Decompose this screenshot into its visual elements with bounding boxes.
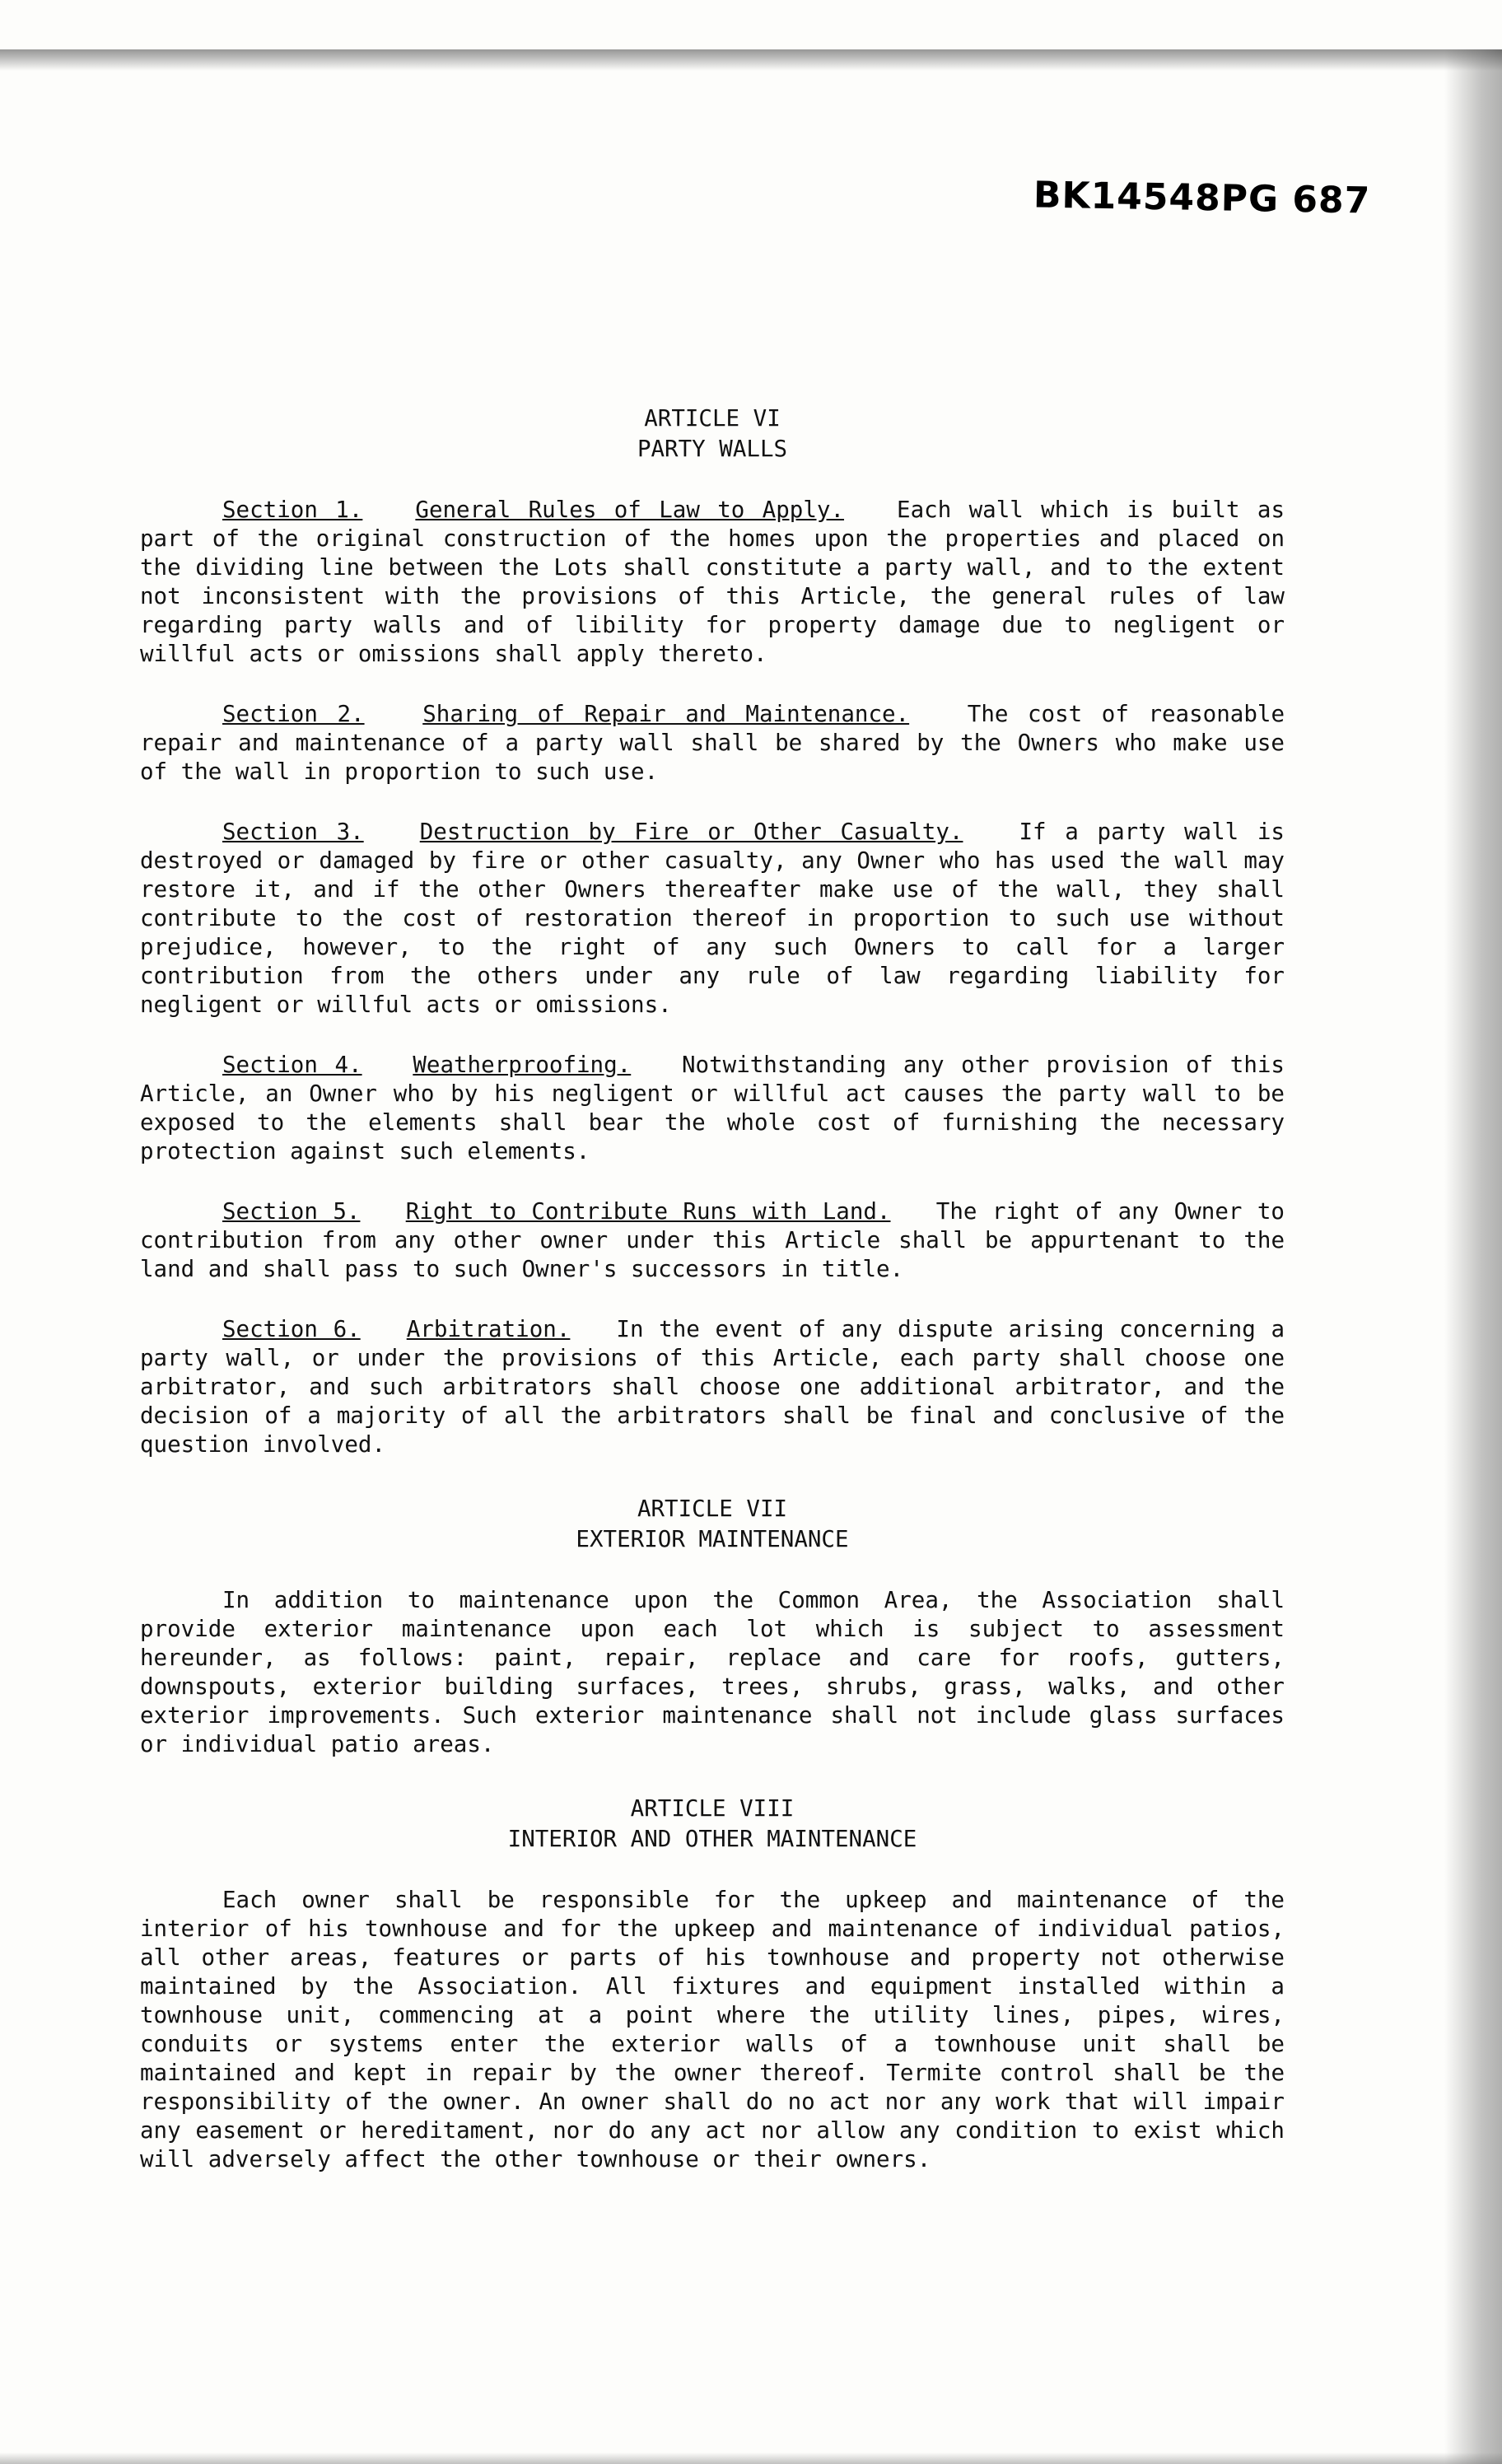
section-3	[140, 818, 1285, 1020]
scan-edge-right	[1444, 49, 1502, 2464]
section-3-label: Section 3.	[222, 819, 364, 845]
book-page-stamp: BK14548PG 687	[1033, 174, 1371, 222]
section-5-heading: Right to Contribute Runs with Land.	[405, 1198, 891, 1225]
section-6-text: In the event of any dispute arising concerning a party wall, or under the provisions of this Article, each party shall choose one arbitrator, and such arbitrators shall choose one additional arbitrator, and the decision of a majority of all the arbitrators shall be final and conclusive of the question involved.	[140, 1316, 1285, 1458]
section-4-text: Notwithstanding any other provision of this Article, an Owner who by his negligent or willful act causes the party wall to be exposed to the elements shall bear the whole cost of furnishing the necessary protection against such elements.	[140, 1052, 1285, 1164]
section-2-label: Section 2.	[222, 701, 365, 727]
article-8-title: ARTICLE VIII	[630, 1795, 795, 1822]
article-6-subtitle: PARTY WALLS	[637, 436, 788, 462]
section-6-heading: Arbitration.	[406, 1316, 571, 1342]
article-7-text: In addition to maintenance upon the Common Area, the Association shall provide exterior maintenance upon each lot which is subject to assessment hereunder, as follows: paint, repair, replace and care for roofs, gutters, downspouts, exterior building surfaces, trees, shrubs, grass, walks, and other exterior improvements. Such exterior maintenance shall not include glass surfaces or individual patio areas.	[140, 1587, 1285, 1757]
section-5-label: Section 5.	[222, 1198, 361, 1225]
section-3-heading: Destruction by Fire or Other Casualty.	[419, 819, 963, 845]
section-5	[140, 1197, 1285, 1284]
section-5-text: The right of any Owner to contribution from any other owner under this Article shall be appurtenant to the land and shall pass to such Owner's successors in title.	[140, 1198, 1285, 1282]
document-body	[140, 404, 1285, 2174]
section-2-text: The cost of reasonable repair and maintenance of a party wall shall be shared by the Owners who make use of the wall in proportion to such use.	[140, 701, 1285, 785]
section-1-text: Each wall which is built as part of the original construction of the homes upon the properties and placed on the dividing line between the Lots shall constitute a party wall, and to the extent not inconsistent with the provisions of this Article, the general rules of law regarding party walls and of libility for property damage due to negligent or willful acts or omissions shall apply thereto.	[140, 497, 1285, 667]
section-2	[140, 700, 1285, 786]
section-4-label: Section 4.	[222, 1052, 362, 1078]
article-6-title: ARTICLE VI	[644, 405, 781, 432]
scan-edge-top	[0, 49, 1502, 71]
section-2-heading: Sharing of Repair and Maintenance.	[422, 701, 910, 727]
section-1-label: Section 1.	[222, 497, 363, 523]
section-6	[140, 1315, 1285, 1459]
article-8-text: Each owner shall be responsible for the upkeep and maintenance of the interior of his townhouse and for the upkeep and maintenance of individual patios, all other areas, features or parts of his townhouse and property not otherwise maintained by the Association. All fixtures and equipment installed within a townhouse unit, commencing at a point where the utility lines, pipes, wires, conduits or systems enter the exterior walls of a townhouse unit shall be maintained and kept in repair by the owner thereof. Termite control shall be the responsibility of the owner. An owner shall do no act nor any work that will impair any easement or hereditament, nor do any act nor allow any condition to exist which will adversely affect the other townhouse or their owners.	[140, 1887, 1285, 2172]
section-1	[140, 496, 1285, 669]
section-4-heading: Weatherproofing.	[413, 1052, 632, 1078]
section-3-text: If a party wall is destroyed or damaged by fire or other casualty, any Owner who has used the wall may restore it, and if the other Owners thereafter make use of the wall, they shall contribute to the cost of restoration thereof in proportion to such use without prejudice, however, to the right of any such Owners to call for a larger contribution from the others under any rule of law regarding liability for negligent or willful acts or omissions.	[140, 819, 1285, 1018]
article-7-title: ARTICLE VII	[637, 1496, 788, 1522]
section-4	[140, 1051, 1285, 1166]
article-7-subtitle: EXTERIOR MAINTENANCE	[576, 1526, 849, 1552]
section-6-label: Section 6.	[222, 1316, 361, 1342]
scan-edge-bottom	[0, 2452, 1502, 2464]
article-8-subtitle: INTERIOR AND OTHER MAINTENANCE	[507, 1826, 917, 1852]
section-1-heading: General Rules of Law to Apply.	[415, 497, 845, 523]
